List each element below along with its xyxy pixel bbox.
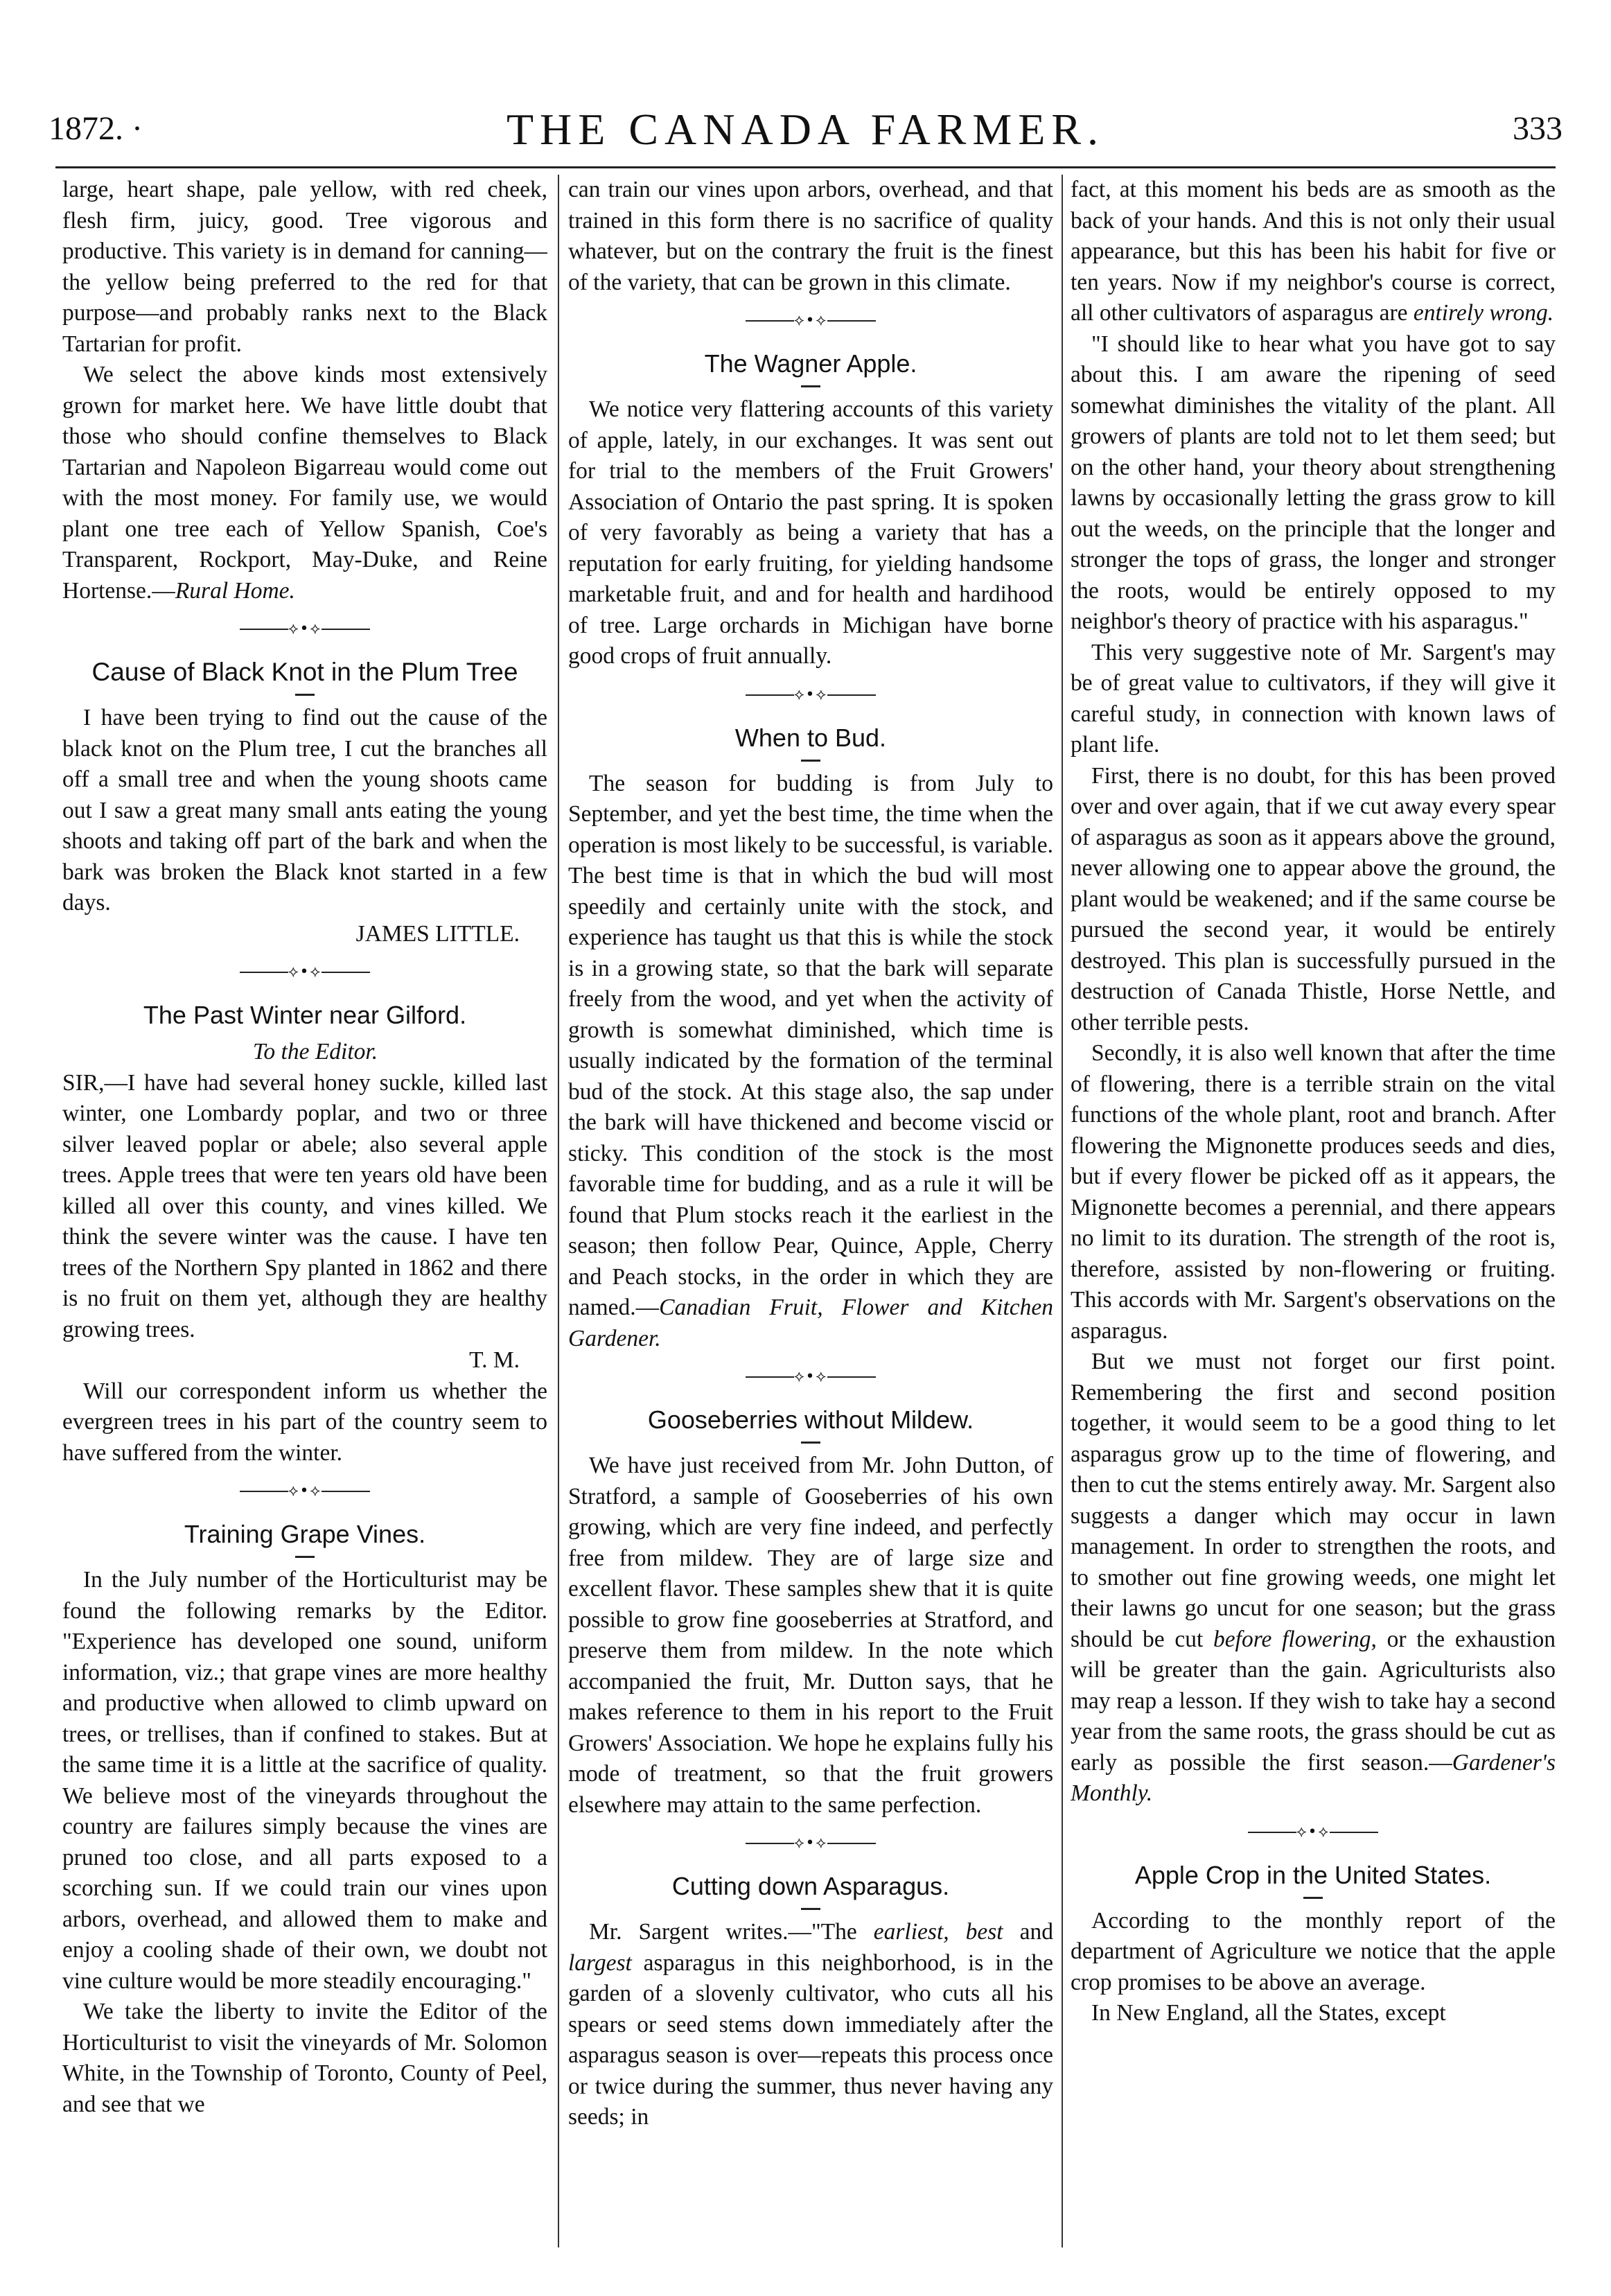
section-ornament: ⟡•⟡ (568, 686, 1053, 704)
suggestive-paragraph: This very suggestive note of Mr. Sargent's may be of great value to cultivators, if they will give it careful study, in connection with known laws of plant life. (1071, 639, 1556, 757)
past-winter-signature: T. M. (469, 1347, 520, 1373)
cherry-paragraph-cont: large, heart shape, pale yellow, with red cheek, flesh firm, juicy, good. Tree vigorous and productive. This variety is in demand for canning—the yellow being preferred to the red for that purpose—and probably ranks next to the Black Tartarian for profit. (62, 177, 547, 357)
heading-wagner-apple: The Wagner Apple. (704, 349, 917, 378)
salutation: To the Editor. (252, 1039, 378, 1064)
section-ornament: ⟡•⟡ (62, 963, 547, 981)
heading-dash (801, 1441, 820, 1444)
black-knot-signature: JAMES LITTLE. (355, 920, 520, 947)
grape-vines-paragraph: In the July number of the Horticulturist may be found the following remarks by the Editor. "Experience has developed one sound, uniform information, viz.; that grape vines are more healthy and productive when allowed to climb upward on trees, or trellises, than if confined to stakes. But at the same time it is a little at the sacrifice of quality. We believe most of the vineyards throughout the country are failures simply because the vines are pruned too close, and all parts exposed to a scorching sun. If we could train our vines upon arbors, overhead, and allowed them to make and enjoy a cooling shade of their own, we doubt not vine culture would be more steadily encouraging." (62, 1567, 547, 1994)
header-year: 1872. · (49, 110, 143, 147)
heading-grape-vines: Training Grape Vines. (184, 1520, 426, 1548)
second-point-paragraph: Secondly, it is also well known that after the time of flowering, there is a terrible strain on the vital functions of the whole plant, root and branch. After flowering the Mignonette produces seeds and dies, but if every flower be picked off as it appears, the Mignonette becomes a perennial, and there appears no limit to its duration. The strength of the root is, therefore, assisted by non-flowering or fruiting. This accords with Mr. Sargent's observations on the asparagus. (1071, 1040, 1556, 1344)
asparagus-cont-text: fact, at this moment his beds are as smooth as the back of your hands. And this is not only their usual appearance, but this has been his habit for five or ten years. Now if my neighbor's course is correct, all other cultivators of asparagus are (1071, 177, 1556, 326)
heading-dash (295, 694, 315, 696)
column-rule-2 (1062, 175, 1063, 2247)
like-to-hear-paragraph: "I should like to hear what you have got to say about this. I am aware the ripening of seed somewhat diminishes the vitality of the plant. All growers of plants are told not to let them seed; but on the other hand, your theory about strengthening lawns by occasionally letting the grass grow to kill out the weeds, on the principle that the longer and stronger the tops of grass, the longer and stronger the roots, would be entirely opposed to my neighbor's theory of practice with his asparagus." (1071, 331, 1556, 634)
market-kinds-paragraph (62, 360, 547, 606)
section-ornament: ⟡•⟡ (568, 312, 1053, 330)
heading-dash (801, 1908, 820, 1910)
wagner-paragraph: We notice very flattering accounts of this variety of apple, lately, in our exchanges. It was sent out for trial to the members of the Fruit Growers' Association of Ontario the past spring. It is spoken of very favorably as being a variety that has a reputation for early fruiting, for yielding handsome marketable fruit, and and for health and hardihood of tree. Large orchards in Michigan have borne good crops of fruit annually. (568, 396, 1053, 669)
correspondent-paragraph: Will our correspondent inform us whether the evergreen trees in his part of the country seem to have suffered from the winter. (62, 1378, 547, 1466)
heading-gooseberries: Gooseberries without Mildew. (647, 1405, 974, 1434)
heading-asparagus: Cutting down Asparagus. (671, 1872, 950, 1900)
black-knot-paragraph: I have been trying to find out the cause of the black knot on the Plum tree, I cut the branches all off a small tree and when the young shoots came out I saw a great many small ants eating the young shoots and taking off part of the bark and when the bark was broken the Black knot started in a few days. (62, 705, 547, 915)
gooseberries-paragraph: We have just received from Mr. John Dutton, of Stratford, a sample of Gooseberries of his own growing, which are very fine indeed, and perfectly free from mildew. They are of large size and excellent flavor. These samples shew that it is quite possible to grow fine gooseberries at Stratford, and preserve them from mildew. In the note which accompanied the fruit, Mr. Dutton says, that he makes reference to them in his report to the Fruit Growers' Association. We hope he explains fully his mode of treatment, so that the fruit growers elsewhere may attain to the same perfection. (568, 1453, 1053, 1818)
column-2 (568, 175, 1053, 2247)
forget-italic: before flowering, (1213, 1626, 1377, 1652)
market-kinds-source: Rural Home. (175, 577, 295, 604)
asparagus-text-c: asparagus in this neighborhood, is in the garden of a slovenly cultivator, who cuts all his spears or seed stems down immediately after the asparagus season is over—repeats this process once or twice during the summer, thus never having any seeds; in (568, 1949, 1053, 2130)
forget-source: Gardener's Monthly. (1071, 1749, 1556, 1806)
invite-paragraph: We take the liberty to invite the Editor of the Horticulturist to visit the vineyards of Mr. Solomon White, in the Township of Toronto, County of Peel, and see that we (62, 1999, 547, 2117)
heading-dash (801, 760, 820, 762)
forget-text-b: or the exhaustion will be greater than the gain. Agriculturists also may reap a lesson. If they wish to take hay a second year from the same roots, the grass should be cut as early as possible the first season.— (1071, 1626, 1556, 1776)
first-point-paragraph: First, there is no doubt, for this has been proved over and over again, that if we cut away every spear of asparagus as soon as it appears above the ground, never allowing one to appear above the ground, the plant would be weakened; and if the same course be pursued the second year, it would be entirely destroyed. This plan is successfully pursued in the destruction of Canada Thistle, Horse Nettle, and other terrible pests. (1071, 762, 1556, 1035)
column-1 (62, 175, 547, 2247)
past-winter-paragraph: SIR,—I have had several honey suckle, killed last winter, one Lombardy poplar, and two or three silver leaved poplar or abele; also several apple trees. Apple trees that were ten years old have been killed all over this county, and vines killed. We think the severe winter was the cause. I have ten trees of the Northern Spy planted in 1862 and there is no fruit on them yet, although they are healthy growing trees. (62, 1069, 547, 1342)
heading-dash (295, 1556, 315, 1558)
running-head (49, 104, 1562, 159)
header-rule (55, 166, 1556, 168)
section-ornament: ⟡•⟡ (568, 1834, 1053, 1852)
asparagus-paragraph (568, 1917, 1053, 2133)
heading-apple-crop: Apple Crop in the United States. (1134, 1860, 1492, 1889)
apple-crop-paragraph: According to the monthly report of the department of Agriculture we notice that the apple crop promises to be above an average. (1071, 1907, 1556, 1995)
grape-cont-paragraph: can train our vines upon arbors, overhead, and that trained in this form there is no sacrifice of quality whatever, but on the contrary the fruit is the finest of the variety, that can be grown in this climate. (568, 177, 1053, 295)
asparagus-cont-italic: entirely wrong. (1413, 300, 1554, 326)
heading-past-winter: The Past Winter near Gilford. (143, 1001, 467, 1029)
section-ornament: ⟡•⟡ (1071, 1823, 1556, 1841)
asparagus-text-a: Mr. Sargent writes.—"The (589, 1919, 874, 1945)
bud-source: Canadian Fruit, Flower and Kitchen Gardener. (568, 1295, 1053, 1351)
asparagus-italic-1: earliest, best (873, 1919, 1003, 1945)
heading-when-to-bud: When to Bud. (734, 723, 887, 752)
section-ornament: ⟡•⟡ (62, 1482, 547, 1500)
bud-paragraph (568, 769, 1053, 1355)
section-ornament: ⟡•⟡ (62, 620, 547, 638)
column-rule-1 (558, 175, 559, 2247)
heading-black-knot: Cause of Black Knot in the Plum Tree (91, 658, 518, 686)
asparagus-text-b: and (1003, 1919, 1053, 1945)
asparagus-italic-2: largest (568, 1949, 632, 1976)
heading-dash (801, 385, 820, 387)
forget-paragraph (1071, 1347, 1556, 1809)
masthead-title: THE CANADA FARMER. (506, 105, 1105, 154)
bud-text: The season for budding is from July to September, and yet the best time, the time when the operation is most likely to be successful, is variable. The best time is that in which the bud will most speedily and certainly unite with the stock, and experience has taught us that this is while the stock is in a growing state, so that the bark will separate freely from the wood, and yet when the activity of growth is somewhat diminished, which time is usually indicated by the formation of the terminal bud of the stock. At this stage also, the sap under the bark will have thickened and become viscid or sticky. This condition of the stock is the most favorable time for budding, and as a rule it will be found that Plum stocks reach it the earliest in the season; then follow Pear, Quince, Apple, Cherry and Peach stocks, in the order in which they are named.— (568, 770, 1053, 1320)
column-3 (1071, 175, 1556, 2247)
asparagus-cont-paragraph (1071, 175, 1556, 329)
market-kinds-text: We select the above kinds most extensively grown for market here. We have little doubt that those who should confine themselves to Black Tartarian and Napoleon Bigarreau would come out with the most money. For family use, we would plant one tree each of Yellow Spanish, Coe's Transparent, Rockport, May-Duke, and Reine Hortense.— (62, 362, 547, 604)
section-ornament: ⟡•⟡ (568, 1368, 1053, 1386)
new-england-paragraph: In New England, all the States, except (1091, 2000, 1446, 2026)
forget-text-a: But we must not forget our first point. Remembering the first and second position together, it would seem to be a good thing to let asparagus grow up to the time of flowering, and then to cut the stems entirely away. Mr. Sargent also suggests a danger which may occur in lawn management. In order to strengthen the roots, and to smother out fine growing weeds, one might let their lawns go uncut for one season; but the grass should be cut (1071, 1349, 1556, 1652)
page-number: 333 (1513, 110, 1562, 147)
heading-dash (1303, 1897, 1323, 1899)
